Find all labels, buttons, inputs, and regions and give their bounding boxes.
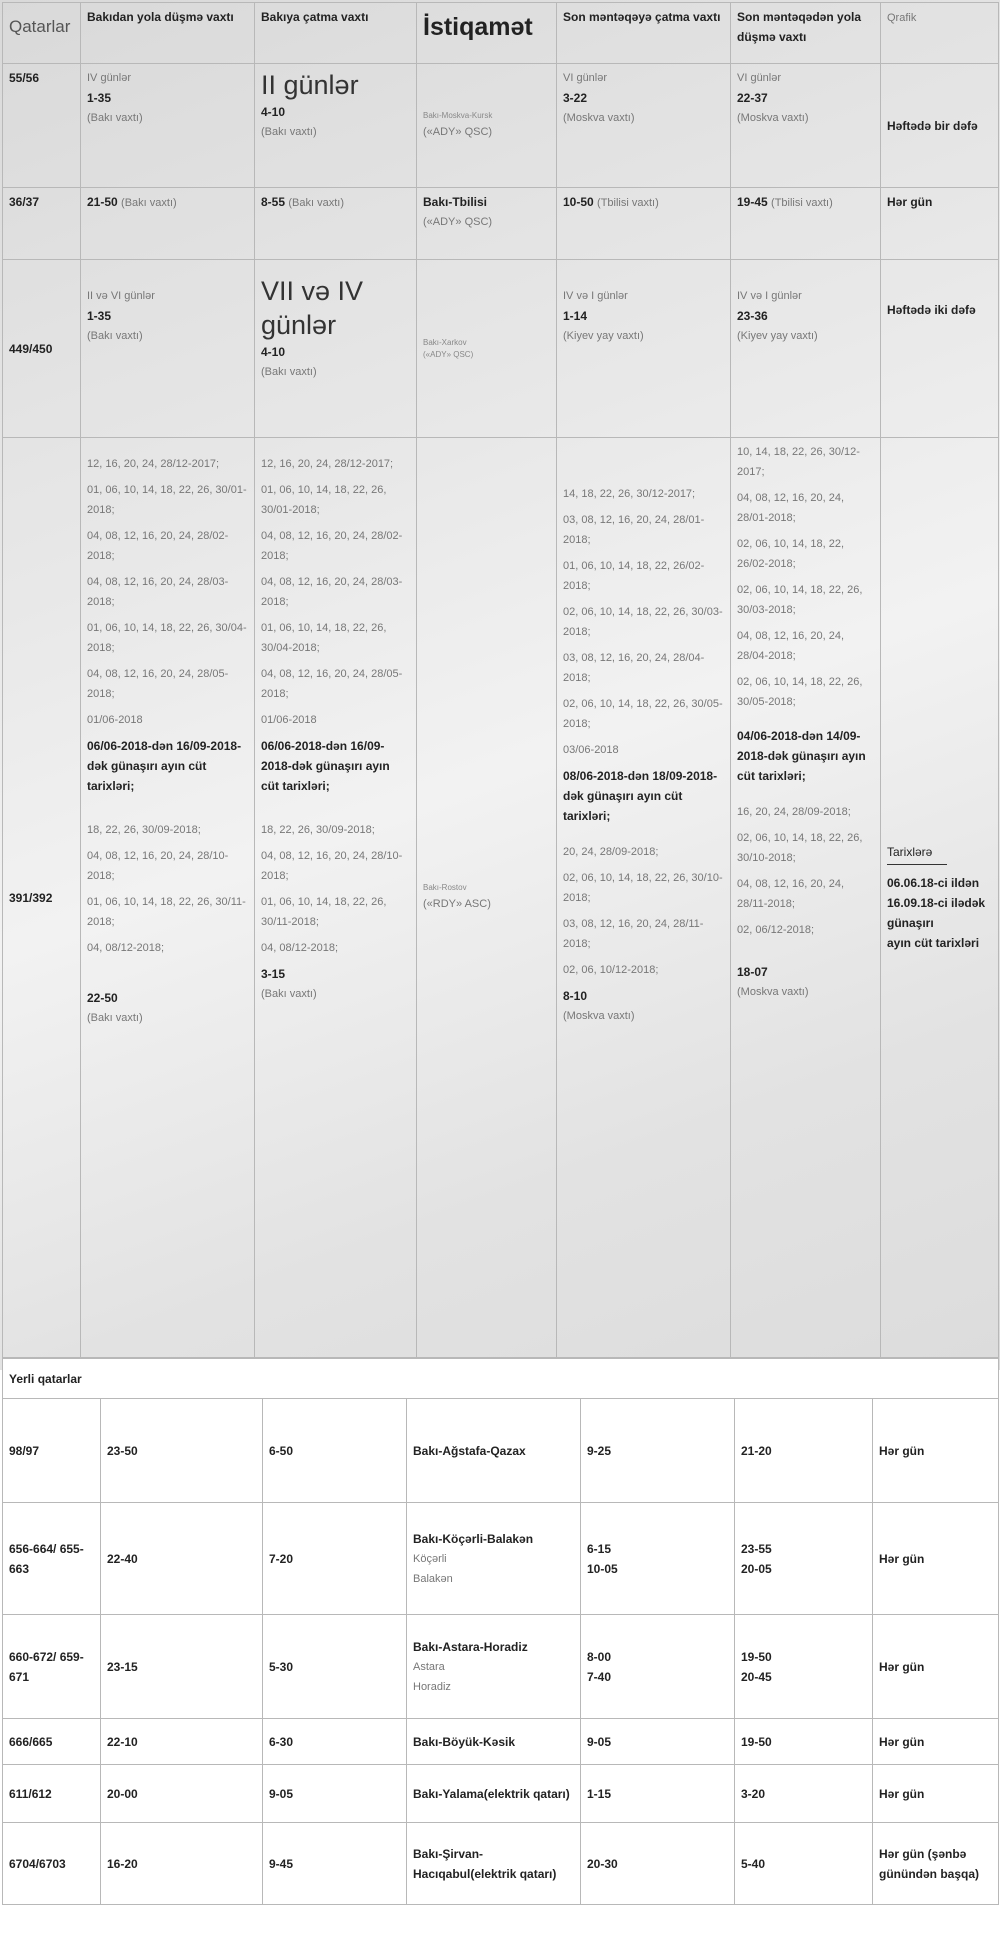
local-departure-text: 23-50 xyxy=(107,1443,138,1458)
date-entry: 02, 06, 10, 14, 18, 22, 26, 30/05-2018; xyxy=(737,676,863,708)
last-departure-cell: VI günlər 22-37 (Moskva vaxtı) xyxy=(731,64,881,188)
date-entry: 04, 08/12-2018; xyxy=(261,942,339,954)
local-schedule xyxy=(873,1719,999,1765)
last-departure-cell: 10, 14, 18, 22, 26, 30/12-2017; 04, 08, 12, 16, 20, 24, 28/01-2018; 02, 06, 10, 14, 18, 22, 26/02-2018; 02, 06, 10, 14, 18, 22, 26, 30/03-2018; 04, 08, 12, 16, 20, 24, 28/04-2018; 02, 06, 10, 14, 18, 22, 26, 30/05-2018; 04/06-2018-dən 14/09-2018-dək günaşırı ayın cüt tarixləri; 16, 20, 24, 28/09-2018; 02, 06, 10, 14, 18, 22, 26, 30/10-2018; 04, 08, 12, 16, 20, 24, 28/11-2018; 02, 06/12-2018; 18-07 (Moskva vaxtı) xyxy=(731,438,881,1358)
date-entry: 03, 08, 12, 16, 20, 24, 28/11-2018; xyxy=(563,918,704,950)
local-train-number xyxy=(3,1503,101,1615)
date-entry: 01, 06, 10, 14, 18, 22, 26, 30/11-2018; xyxy=(87,896,246,928)
local-last-arrival xyxy=(581,1719,735,1765)
local-route-text: Bakı-Şirvan-Hacıqabul(elektrik qatarı) xyxy=(413,1846,557,1881)
date-entry: 01, 06, 10, 14, 18, 22, 26, 30/01-2018; xyxy=(261,484,387,516)
local-last-departure-text: 19-50 xyxy=(741,1649,772,1664)
date-entry: 02, 06, 10/12-2018; xyxy=(563,964,659,976)
local-last-arrival-text: 9-05 xyxy=(587,1734,612,1749)
local-last-arrival xyxy=(581,1503,735,1615)
date-entry: 03, 08, 12, 16, 20, 24, 28/04-2018; xyxy=(563,652,705,684)
date-entry: 02, 06, 10, 14, 18, 22, 26, 30/03-2018; xyxy=(563,606,723,638)
local-train-number-text: 656-664/ 655-663 xyxy=(9,1541,84,1576)
date-entry: 01, 06, 10, 14, 18, 22, 26, 30/04-2018; xyxy=(261,622,387,654)
date-entry: 01, 06, 10, 14, 18, 22, 26, 30/01-2018; xyxy=(87,484,247,516)
local-schedule-text: Hər gün xyxy=(879,1659,925,1674)
last-arrival-cell: VI günlər 3-22 (Moskva vaxtı) xyxy=(557,64,731,188)
date-entry: 04, 08, 12, 16, 20, 24, 28/02-2018; xyxy=(87,530,229,562)
local-route-text: Bakı-Ağstafa-Qazax xyxy=(413,1443,526,1458)
local-departure xyxy=(101,1719,263,1765)
last-arrival-cell: 14, 18, 22, 26, 30/12-2017; 03, 08, 12, 16, 20, 24, 28/01-2018; 01, 06, 10, 14, 18, 22, 26/02-2018; 02, 06, 10, 14, 18, 22, 26, 30/03-2018; 03, 08, 12, 16, 20, 24, 28/04-2018; 02, 06, 10, 14, 18, 22, 26, 30/05-2018; 03/06-2018 08/06-2018-dən 18/09-2018-dək günaşırı ayın cüt tarixləri; 20, 24, 28/09-2018; 02, 06, 10, 14, 18, 22, 26, 30/10-2018; 03, 08, 12, 16, 20, 24, 28/11-2018; 02, 06, 10/12-2018; 8-10 (Moskva vaxtı) xyxy=(557,438,731,1358)
header-arrive-baku: Bakıya çatma vaxtı xyxy=(255,3,417,64)
local-last-arrival xyxy=(581,1399,735,1503)
local-last-arrival-text: 1-15 xyxy=(587,1786,612,1801)
date-entry: 01, 06, 10, 14, 18, 22, 26, 30/04-2018; xyxy=(87,622,247,654)
local-last-departure-text: 19-50 xyxy=(741,1734,772,1749)
local-last-arrival-text: 6-15 xyxy=(587,1541,612,1556)
local-route xyxy=(407,1719,581,1765)
local-trains-body xyxy=(3,1399,999,1905)
date-entry: 12, 16, 20, 24, 28/12-2017; xyxy=(87,458,220,470)
date-entry: 10, 14, 18, 22, 26, 30/12-2017; xyxy=(737,446,860,478)
local-route xyxy=(407,1503,581,1615)
local-last-arrival-text: 10-05 xyxy=(587,1561,618,1576)
local-train-row xyxy=(3,1765,999,1823)
local-departure xyxy=(101,1503,263,1615)
date-list xyxy=(563,484,724,760)
local-arrival-text: 9-45 xyxy=(269,1856,294,1871)
local-last-departure xyxy=(735,1719,873,1765)
header-depart-baku: Bakıdan yola düşmə vaxtı xyxy=(81,3,255,64)
local-departure-text: 22-10 xyxy=(107,1734,138,1749)
date-entry: 20, 24, 28/09-2018; xyxy=(563,846,659,858)
date-entry: 04, 08, 12, 16, 20, 24, 28/10-2018; xyxy=(87,850,229,882)
local-trains-table xyxy=(2,1358,999,1905)
table-row xyxy=(3,188,999,260)
direction-cell: Bakı-Tbilisi («ADY» QSC) xyxy=(417,188,557,260)
local-departure xyxy=(101,1615,263,1719)
local-arrival-text: 7-20 xyxy=(269,1551,294,1566)
local-route xyxy=(407,1765,581,1823)
schedule-cell: Tarixlərə 06.06.18-ci ildən 16.09.18-ci ilədək günaşırı ayın cüt tarixləri xyxy=(881,438,999,1358)
local-arrival-text: 5-30 xyxy=(269,1659,294,1674)
local-schedule-text: Hər gün xyxy=(879,1551,925,1566)
local-train-row xyxy=(3,1615,999,1719)
train-number: 55/56 xyxy=(3,64,81,188)
local-last-arrival-text: 20-30 xyxy=(587,1856,618,1871)
local-route-text: Bakı-Böyük-Kəsik xyxy=(413,1734,516,1749)
header-depart-last: Son məntəqədən yola düşmə vaxtı xyxy=(731,3,881,64)
local-schedule-text: Hər gün xyxy=(879,1734,925,1749)
date-entry: 01, 06, 10, 14, 18, 22, 26, 30/11-2018; xyxy=(261,896,387,928)
date-list xyxy=(563,842,724,980)
date-entry: 04, 08, 12, 16, 20, 24, 28/02-2018; xyxy=(261,530,403,562)
local-arrival xyxy=(263,1719,407,1765)
date-entry: 02, 06, 10, 14, 18, 22, 26, 30/03-2018; xyxy=(737,584,863,616)
local-arrival xyxy=(263,1765,407,1823)
local-departure-text: 20-00 xyxy=(107,1786,138,1801)
direction-cell: Bakı-Moskva-Kursk («ADY» QSC) xyxy=(417,64,557,188)
local-route-text: Astara xyxy=(413,1660,445,1673)
date-entry: 04, 08, 12, 16, 20, 24, 28/03-2018; xyxy=(87,576,229,608)
date-list xyxy=(261,454,410,730)
date-entry: 04, 08, 12, 16, 20, 24, 28/11-2018; xyxy=(737,878,845,910)
date-entry: 04, 08, 12, 16, 20, 24, 28/05-2018; xyxy=(87,668,229,700)
header-arrive-last: Son məntəqəyə çatma vaxtı xyxy=(557,3,731,64)
schedule-cell: Hər gün xyxy=(881,188,999,260)
date-entry: 04, 08, 12, 16, 20, 24, 28/10-2018; xyxy=(261,850,403,882)
header-trains: Qatarlar xyxy=(3,3,81,64)
arrival-cell: 12, 16, 20, 24, 28/12-2017; 01, 06, 10, 14, 18, 22, 26, 30/01-2018; 04, 08, 12, 16, 20, 24, 28/02-2018; 04, 08, 12, 16, 20, 24, 28/03-2018; 01, 06, 10, 14, 18, 22, 26, 30/04-2018; 04, 08, 12, 16, 20, 24, 28/05-2018; 01/06-2018 06/06-2018-dən 16/09-2018-dək günaşırı ayın cüt tarixləri; 18, 22, 26, 30/09-2018; 04, 08, 12, 16, 20, 24, 28/10-2018; 01, 06, 10, 14, 18, 22, 26, 30/11-2018; 04, 08/12-2018; 3-15 (Bakı vaxtı) xyxy=(255,438,417,1358)
date-entry: 04, 08/12-2018; xyxy=(87,942,165,954)
local-train-number xyxy=(3,1615,101,1719)
local-route xyxy=(407,1823,581,1905)
date-entry: 14, 18, 22, 26, 30/12-2017; xyxy=(563,488,696,500)
date-entry: 04, 08, 12, 16, 20, 24, 28/04-2018; xyxy=(737,630,845,662)
departure-cell: 12, 16, 20, 24, 28/12-2017; 01, 06, 10, 14, 18, 22, 26, 30/01-2018; 04, 08, 12, 16, 20, 24, 28/02-2018; 04, 08, 12, 16, 20, 24, 28/03-2018; 01, 06, 10, 14, 18, 22, 26, 30/04-2018; 04, 08, 12, 16, 20, 24, 28/05-2018; 01/06-2018 06/06-2018-dən 16/09-2018-dək günaşırı ayın cüt tarixləri; 18, 22, 26, 30/09-2018; 04, 08, 12, 16, 20, 24, 28/10-2018; 01, 06, 10, 14, 18, 22, 26, 30/11-2018; 04, 08/12-2018; 22-50 (Bakı vaxtı) xyxy=(81,438,255,1358)
train-number: 36/37 xyxy=(3,188,81,260)
local-route-text: Bakı-Yalama(elektrik qatarı) xyxy=(413,1786,570,1801)
local-arrival-text: 6-50 xyxy=(269,1443,294,1458)
date-list xyxy=(737,442,874,712)
local-train-number-text: 666/665 xyxy=(9,1734,53,1749)
local-last-departure-text: 20-45 xyxy=(741,1669,772,1684)
date-entry: 02, 06, 10, 14, 18, 22, 26, 30/05-2018; xyxy=(563,698,723,730)
date-entry: 01, 06, 10, 14, 18, 22, 26/02-2018; xyxy=(563,560,705,592)
local-last-departure xyxy=(735,1823,873,1905)
date-list xyxy=(261,820,410,958)
local-departure xyxy=(101,1765,263,1823)
table-row xyxy=(3,260,999,438)
date-entry: 02, 06/12-2018; xyxy=(737,924,815,936)
local-train-number-text: 660-672/ 659-671 xyxy=(9,1649,84,1684)
date-entry: 02, 06, 10, 14, 18, 22, 26, 30/10-2018; xyxy=(737,832,863,864)
local-route xyxy=(407,1399,581,1503)
train-number: 449/450 xyxy=(3,260,81,438)
local-arrival xyxy=(263,1823,407,1905)
local-route xyxy=(407,1615,581,1719)
local-train-row xyxy=(3,1823,999,1905)
date-entry: 01/06-2018 xyxy=(261,714,317,726)
table-row xyxy=(3,438,999,1358)
local-train-row xyxy=(3,1719,999,1765)
local-title-row xyxy=(3,1359,999,1399)
timetable xyxy=(2,2,998,1905)
local-title: Yerli qatarlar xyxy=(3,1359,999,1399)
local-route-text: Köçərli xyxy=(413,1552,447,1565)
date-entry: 18, 22, 26, 30/09-2018; xyxy=(87,824,201,836)
last-departure-cell: 19-45 (Tbilisi vaxtı) xyxy=(731,188,881,260)
local-last-arrival xyxy=(581,1823,735,1905)
date-entry: 03/06-2018 xyxy=(563,744,619,756)
local-last-arrival-text: 7-40 xyxy=(587,1669,612,1684)
direction-cell: Bakı-Rostov («RDY» ASC) xyxy=(417,438,557,1358)
last-arrival-cell: 10-50 (Tbilisi vaxtı) xyxy=(557,188,731,260)
local-departure xyxy=(101,1399,263,1503)
local-last-departure xyxy=(735,1615,873,1719)
local-last-departure-text: 3-20 xyxy=(741,1786,766,1801)
local-last-departure-text: 5-40 xyxy=(741,1856,766,1871)
local-schedule xyxy=(873,1615,999,1719)
local-arrival xyxy=(263,1399,407,1503)
local-last-departure-text: 23-55 xyxy=(741,1541,772,1556)
last-departure-cell: IV və I günlər 23-36 (Kiyev yay vaxtı) xyxy=(731,260,881,438)
arrival-cell: 8-55 (Bakı vaxtı) xyxy=(255,188,417,260)
local-departure-text: 16-20 xyxy=(107,1856,138,1871)
local-departure xyxy=(101,1823,263,1905)
local-arrival xyxy=(263,1503,407,1615)
schedule-cell: Həftədə iki dəfə xyxy=(881,260,999,438)
local-schedule xyxy=(873,1503,999,1615)
local-schedule-text: Hər gün (şənbə günündən başqa) xyxy=(879,1846,979,1881)
date-entry: 16, 20, 24, 28/09-2018; xyxy=(737,806,851,818)
departure-cell: IV günlər 1-35 (Bakı vaxtı) xyxy=(81,64,255,188)
arrival-cell: VII və IV günlər 4-10 (Bakı vaxtı) xyxy=(255,260,417,438)
local-train-number-text: 6704/6703 xyxy=(9,1856,66,1871)
local-route-text: Bakı-Köçərli-Balakən xyxy=(413,1531,534,1546)
international-trains-table xyxy=(2,2,999,1358)
local-departure-text: 23-15 xyxy=(107,1659,138,1674)
local-last-arrival xyxy=(581,1615,735,1719)
last-arrival-cell: IV və I günlər 1-14 (Kiyev yay vaxtı) xyxy=(557,260,731,438)
local-last-arrival xyxy=(581,1765,735,1823)
local-arrival xyxy=(263,1615,407,1719)
local-last-arrival-text: 8-00 xyxy=(587,1649,612,1664)
header-direction: İstiqamət xyxy=(417,3,557,64)
local-train-number xyxy=(3,1823,101,1905)
local-arrival-text: 6-30 xyxy=(269,1734,294,1749)
local-schedule xyxy=(873,1399,999,1503)
direction-cell: Bakı-Xarkov («ADY» QSC) xyxy=(417,260,557,438)
local-train-row xyxy=(3,1399,999,1503)
header-schedule: Qrafik xyxy=(881,3,999,64)
local-last-departure xyxy=(735,1503,873,1615)
arrival-cell: II günlər 4-10 (Bakı vaxtı) xyxy=(255,64,417,188)
departure-cell: 21-50 (Bakı vaxtı) xyxy=(81,188,255,260)
date-entry: 04, 08, 12, 16, 20, 24, 28/01-2018; xyxy=(737,492,845,524)
date-entry: 03, 08, 12, 16, 20, 24, 28/01-2018; xyxy=(563,514,705,546)
train-number: 391/392 xyxy=(3,438,81,1358)
local-departure-text: 22-40 xyxy=(107,1551,138,1566)
local-train-row xyxy=(3,1503,999,1615)
date-list xyxy=(87,454,248,730)
local-train-number xyxy=(3,1399,101,1503)
date-entry: 02, 06, 10, 14, 18, 22, 26/02-2018; xyxy=(737,538,845,570)
date-entry: 18, 22, 26, 30/09-2018; xyxy=(261,824,375,836)
local-route-text: Horadiz xyxy=(413,1680,451,1693)
local-train-number xyxy=(3,1765,101,1823)
date-entry: 01/06-2018 xyxy=(87,714,143,726)
local-arrival-text: 9-05 xyxy=(269,1786,294,1801)
date-entry: 12, 16, 20, 24, 28/12-2017; xyxy=(261,458,394,470)
local-train-number xyxy=(3,1719,101,1765)
local-train-number-text: 611/612 xyxy=(9,1786,52,1801)
date-list xyxy=(737,802,874,940)
table-row xyxy=(3,64,999,188)
local-last-departure-text: 20-05 xyxy=(741,1561,772,1576)
local-train-number-text: 98/97 xyxy=(9,1443,40,1458)
date-list xyxy=(87,820,248,958)
date-entry: 04, 08, 12, 16, 20, 24, 28/03-2018; xyxy=(261,576,403,608)
local-last-departure xyxy=(735,1399,873,1503)
local-route-text: Bakı-Astara-Horadiz xyxy=(413,1639,528,1654)
date-entry: 04, 08, 12, 16, 20, 24, 28/05-2018; xyxy=(261,668,403,700)
local-schedule xyxy=(873,1823,999,1905)
local-last-departure-text: 21-20 xyxy=(741,1443,772,1458)
local-route-text: Balakən xyxy=(413,1572,453,1585)
local-last-arrival-text: 9-25 xyxy=(587,1443,612,1458)
schedule-cell: Həftədə bir dəfə xyxy=(881,64,999,188)
local-schedule xyxy=(873,1765,999,1823)
header-row xyxy=(3,3,999,64)
date-entry: 02, 06, 10, 14, 18, 22, 26, 30/10-2018; xyxy=(563,872,723,904)
local-schedule-text: Hər gün xyxy=(879,1786,925,1801)
local-last-departure xyxy=(735,1765,873,1823)
departure-cell: II və VI günlər 1-35 (Bakı vaxtı) xyxy=(81,260,255,438)
local-schedule-text: Hər gün xyxy=(879,1443,925,1458)
